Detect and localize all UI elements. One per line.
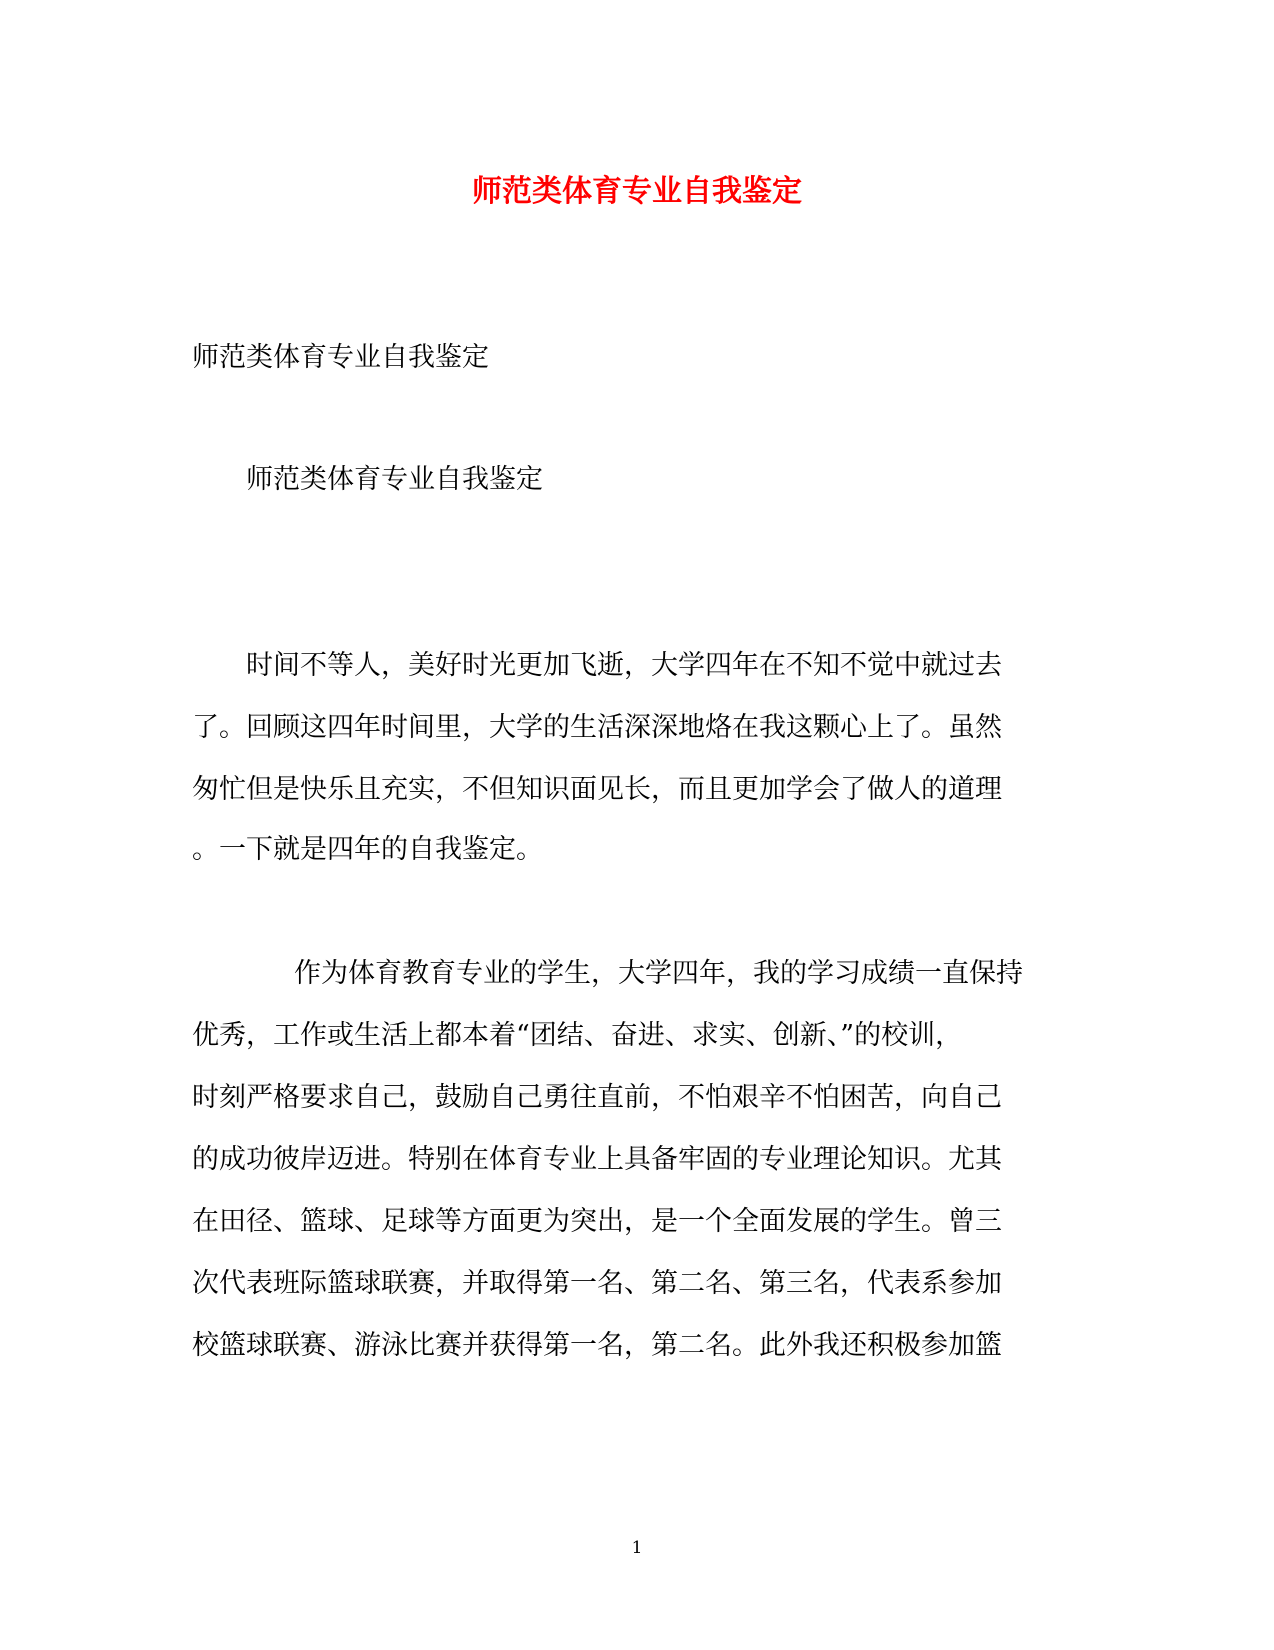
paragraph-1-line: 。一下就是四年的自我鉴定。 — [192, 834, 543, 865]
paragraph-2-line: 作为体育教育专业的学生，大学四年，我的学习成绩一直保持 — [294, 958, 1023, 989]
page-number: 1 — [631, 1538, 643, 1558]
paragraph-2-line: 在田径、篮球、足球等方面更为突出，是一个全面发展的学生。曾三 — [192, 1206, 1002, 1237]
paragraph-2-line: 时刻严格要求自己，鼓励自己勇往直前，不怕艰辛不怕困苦，向自己 — [192, 1082, 1002, 1113]
document-title: 师范类体育专业自我鉴定 — [472, 174, 802, 209]
paragraph-2-line: 校篮球联赛、游泳比赛并获得第一名，第二名。此外我还积极参加篮 — [192, 1330, 1002, 1361]
paragraph-1-line: 时间不等人，美好时光更加飞逝，大学四年在不知不觉中就过去 — [246, 650, 1002, 681]
paragraph-2-line: 的成功彼岸迈进。特别在体育专业上具备牢固的专业理论知识。尤其 — [192, 1144, 1002, 1175]
paragraph-1-line: 匆忙但是快乐且充实，不但知识面见长，而且更加学会了做人的道理 — [192, 774, 1002, 805]
heading-2: 师范类体育专业自我鉴定 — [246, 464, 543, 495]
paragraph-2-line: 次代表班际篮球联赛，并取得第一名、第二名、第三名，代表系参加 — [192, 1268, 1002, 1299]
paragraph-1-line: 了。回顾这四年时间里，大学的生活深深地烙在我这颗心上了。虽然 — [192, 712, 1002, 743]
paragraph-2-line: 优秀，工作或生活上都本着“团结、奋进、求实、创新、”的校训， — [192, 1020, 963, 1051]
heading-1: 师范类体育专业自我鉴定 — [192, 342, 489, 373]
